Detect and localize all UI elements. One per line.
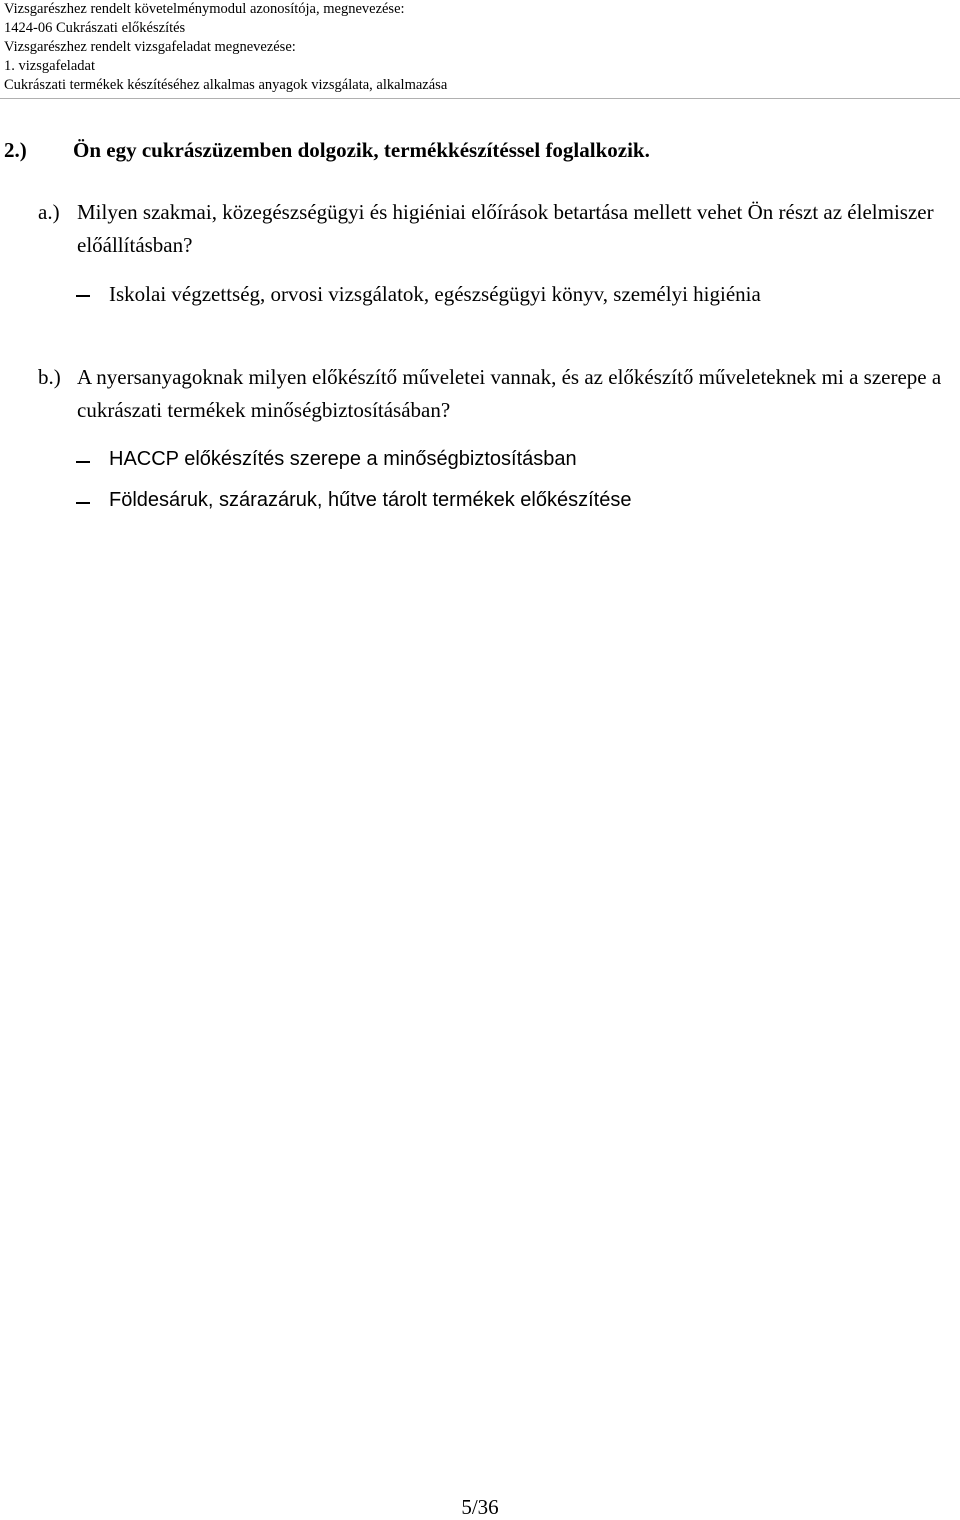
dash-bullet-icon [76, 295, 90, 297]
task-title-text: Ön egy cukrászüzemben dolgozik, termékkészítéssel foglalkozik. [73, 138, 650, 162]
header-line-task-number: 1. vizsgafeladat [4, 58, 95, 74]
question-b-label: b.) [38, 365, 61, 389]
answer-b-2-text: Földesáruk, szárazáruk, hűtve tárolt termékek előkészítése [109, 489, 632, 511]
answer-b-2 [76, 489, 631, 512]
dash-bullet-icon [76, 461, 90, 463]
dash-bullet-icon [76, 502, 90, 504]
question-b [38, 361, 959, 427]
document-header [4, 0, 447, 95]
answer-b-1-text: HACCP előkészítés szerepe a minőségbiztosításban [109, 448, 577, 470]
question-a-text: Milyen szakmai, közegészségügyi és higiéniai előírások betartása mellett vehet Ön részt az élelmiszer előállításban? [77, 200, 934, 257]
answer-a-1 [76, 282, 761, 307]
header-line-task-name: Cukrászati termékek készítéséhez alkalmas anyagok vizsgálata, alkalmazása [4, 77, 448, 93]
header-line-module-name: 1424-06 Cukrászati előkészítés [4, 20, 186, 36]
answer-b-1 [76, 448, 577, 471]
header-divider [0, 98, 960, 99]
header-line-module-label: Vizsgarészhez rendelt követelménymodul azonosítója, megnevezése: [4, 1, 405, 17]
task-title [4, 138, 650, 163]
answer-a-1-text: Iskolai végzettség, orvosi vizsgálatok, egészségügyi könyv, személyi higiénia [109, 282, 761, 306]
header-line-task-label: Vizsgarészhez rendelt vizsgafeladat megnevezése: [4, 39, 296, 55]
question-a [38, 196, 959, 262]
task-number: 2.) [4, 138, 27, 162]
question-a-label: a.) [38, 200, 60, 224]
question-b-text: A nyersanyagoknak milyen előkészítő műveletei vannak, és az előkészítő műveleteknek mi a szerepe a cukrászati termékek minőségbiztosításában? [77, 365, 942, 422]
page-number: 5/36 [461, 1495, 499, 1519]
